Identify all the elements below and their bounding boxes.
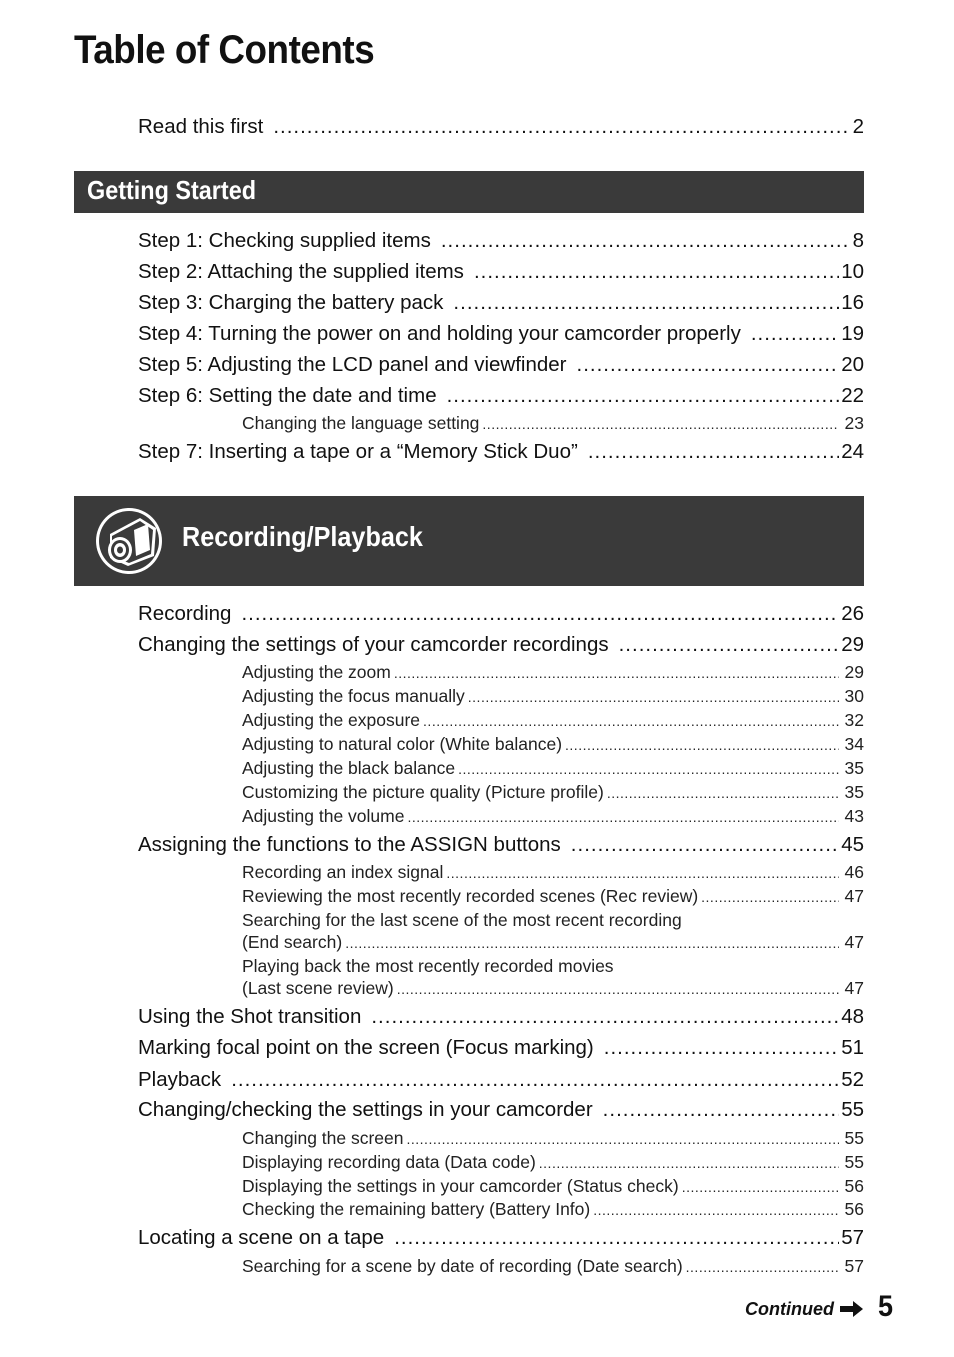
leader-dots <box>468 686 839 708</box>
toc-entry-label: (Last scene review) <box>242 978 394 998</box>
toc-page-number: 16 <box>841 291 864 314</box>
toc-page-number: 24 <box>841 440 864 463</box>
toc-entry-label: Reviewing the most recently recorded scenes (Rec review) <box>242 886 699 906</box>
toc-page-number: 52 <box>841 1068 864 1091</box>
toc-page-number: 57 <box>844 1256 864 1276</box>
toc-page-number: 55 <box>844 1128 864 1148</box>
toc-entry-label: Adjusting the volume <box>242 806 405 826</box>
toc-entry[interactable] <box>138 384 864 408</box>
leader-dots <box>371 1005 839 1029</box>
leader-dots <box>588 440 839 464</box>
toc-page-number: 8 <box>852 229 864 252</box>
toc-entry-label: Changing the language setting <box>242 413 480 433</box>
toc-page-number: 23 <box>844 413 864 433</box>
toc-page-number: 35 <box>844 758 864 778</box>
toc-entry-label: Assigning the functions to the ASSIGN buttons <box>138 833 561 856</box>
toc-entry-label: Displaying the settings in your camcorder (Status check) <box>242 1176 679 1196</box>
toc-page-number: 26 <box>841 602 864 625</box>
toc-subentry[interactable] <box>242 1127 864 1150</box>
toc-entry-label: Adjusting the exposure <box>242 710 421 730</box>
toc-entry-label: (End search) <box>242 932 343 952</box>
section-title: Getting Started <box>87 175 257 205</box>
section-title: Recording/Playback <box>182 521 423 552</box>
toc-page-number: 22 <box>841 384 864 407</box>
leader-dots <box>474 260 839 284</box>
toc-page-number: 47 <box>844 978 864 998</box>
toc-entry-label: Adjusting the focus manually <box>242 686 465 706</box>
toc-subentry[interactable] <box>242 709 864 732</box>
toc-page-number: 35 <box>844 782 864 802</box>
toc-entry-label: Checking the remaining battery (Battery Info) <box>242 1199 591 1219</box>
toc-subentry[interactable] <box>242 412 864 435</box>
section-header-getting-started <box>74 171 864 213</box>
toc-page-number: 34 <box>844 734 864 754</box>
toc-page-number: 47 <box>844 886 864 906</box>
leader-dots <box>682 1176 839 1198</box>
toc-entry-read-first[interactable] <box>138 115 864 139</box>
leader-dots <box>539 1152 839 1174</box>
toc-subentry[interactable] <box>242 733 864 756</box>
leader-dots <box>345 932 838 954</box>
toc-entry-label: Step 7: Inserting a tape or a “Memory Stick Duo” <box>138 440 578 463</box>
toc-page-number: 32 <box>844 710 864 730</box>
toc-page-number: 19 <box>841 322 864 345</box>
toc-subentry[interactable] <box>242 685 864 708</box>
leader-dots <box>231 1068 839 1092</box>
toc-entry[interactable] <box>138 833 864 857</box>
toc-subentry-line1[interactable]: Playing back the most recently recorded movies <box>242 956 614 976</box>
toc-entry-label: Adjusting the black balance <box>242 758 456 778</box>
leader-dots <box>577 353 840 377</box>
toc-page-number: 55 <box>841 1098 864 1121</box>
toc-page-number: 20 <box>841 353 864 376</box>
page-title: Table of Contents <box>74 28 375 72</box>
leader-dots <box>397 978 839 1000</box>
toc-entry-label: Read this first <box>138 115 264 138</box>
toc-subentry[interactable] <box>242 1175 864 1198</box>
section-header-recording-playback <box>74 496 864 586</box>
toc-page-number: 29 <box>844 662 864 682</box>
leader-dots <box>603 1098 840 1122</box>
leader-dots <box>447 384 840 408</box>
toc-page-number: 56 <box>844 1176 864 1196</box>
page-number: 5 <box>878 1290 894 1323</box>
toc-page-number: 29 <box>841 633 864 656</box>
toc-entry[interactable] <box>138 633 864 657</box>
toc-entry[interactable] <box>138 1226 864 1250</box>
toc-entry[interactable] <box>138 440 864 464</box>
toc-entry[interactable] <box>138 1036 864 1060</box>
leader-dots <box>482 413 838 435</box>
toc-entry-label: Recording <box>138 602 232 625</box>
toc-entry-label: Adjusting the zoom <box>242 662 391 682</box>
toc-page-number: 46 <box>844 862 864 882</box>
toc-subentry[interactable] <box>242 885 864 908</box>
toc-subentry[interactable] <box>242 1198 864 1221</box>
toc-entry-label: Step 1: Checking supplied items <box>138 229 431 252</box>
toc-entry[interactable] <box>138 353 864 377</box>
toc-page-number: 56 <box>844 1199 864 1219</box>
toc-entry-label: Step 2: Attaching the supplied items <box>138 260 464 283</box>
leader-dots <box>394 662 839 684</box>
toc-entry-label: Displaying recording data (Data code) <box>242 1152 536 1172</box>
toc-subentry[interactable] <box>242 661 864 684</box>
leader-dots <box>607 782 839 804</box>
leader-dots <box>407 806 838 828</box>
toc-entry[interactable] <box>138 602 864 626</box>
toc-page-number: 30 <box>844 686 864 706</box>
toc-entry-label: Changing/checking the settings in your camcorder <box>138 1098 593 1121</box>
leader-dots <box>394 1226 839 1250</box>
toc-entry-label: Step 5: Adjusting the LCD panel and viewfinder <box>138 353 567 376</box>
leader-dots <box>686 1256 839 1278</box>
leader-dots <box>453 291 839 315</box>
toc-page-number: 45 <box>841 833 864 856</box>
toc-entry[interactable] <box>138 322 864 346</box>
toc-entry[interactable] <box>138 291 864 315</box>
leader-dots <box>407 1128 839 1150</box>
leader-dots <box>593 1199 838 1221</box>
leader-dots <box>619 633 840 657</box>
toc-subentry-line1[interactable]: Searching for the last scene of the most recent recording <box>242 910 682 930</box>
toc-subentry[interactable] <box>242 861 864 884</box>
continued-label: Continued <box>745 1299 834 1319</box>
leader-dots <box>701 886 838 908</box>
camcorder-icon <box>94 506 164 576</box>
leader-dots <box>458 758 838 780</box>
toc-entry[interactable] <box>138 1098 864 1122</box>
right-arrow-icon <box>840 1300 864 1318</box>
toc-page-number: 43 <box>844 806 864 826</box>
toc-entry[interactable] <box>138 229 864 253</box>
toc-entry[interactable] <box>138 1068 864 1092</box>
toc-page-number: 48 <box>841 1005 864 1028</box>
toc-page-number: 10 <box>841 260 864 283</box>
toc-entry-label: Customizing the picture quality (Picture profile) <box>242 782 604 802</box>
toc-subentry[interactable] <box>242 931 864 954</box>
leader-dots <box>441 229 851 253</box>
toc-subentry[interactable] <box>242 977 864 1000</box>
toc-entry-label: Searching for a scene by date of recording (Date search) <box>242 1256 683 1276</box>
leader-dots <box>423 710 838 732</box>
leader-dots <box>446 862 838 884</box>
toc-entry-label: Locating a scene on a tape <box>138 1226 385 1249</box>
toc-page-number: 2 <box>852 115 864 138</box>
toc-subentry[interactable] <box>242 1151 864 1174</box>
toc-page-number: 55 <box>844 1152 864 1172</box>
leader-dots <box>604 1036 839 1060</box>
toc-subentry[interactable] <box>242 781 864 804</box>
toc-entry-label: Adjusting to natural color (White balance) <box>242 734 563 754</box>
toc-entry-label: Step 6: Setting the date and time <box>138 384 437 407</box>
toc-entry-label: Changing the settings of your camcorder recordings <box>138 633 609 656</box>
toc-entry-label: Using the Shot transition <box>138 1005 362 1028</box>
leader-dots <box>751 322 839 346</box>
toc-entry-label: Recording an index signal <box>242 862 444 882</box>
toc-entry-label: Changing the screen <box>242 1128 404 1148</box>
toc-entry-label: Marking focal point on the screen (Focus marking) <box>138 1036 594 1059</box>
toc-entry[interactable] <box>138 260 864 284</box>
toc-page-number: 57 <box>841 1226 864 1249</box>
toc-page-number: 51 <box>841 1036 864 1059</box>
toc-entry-label: Step 4: Turning the power on and holding your camcorder properly <box>138 322 741 345</box>
toc-entry[interactable] <box>138 1005 864 1029</box>
leader-dots <box>571 833 839 857</box>
toc-subentry[interactable] <box>242 1255 864 1278</box>
toc-entry-label: Playback <box>138 1068 222 1091</box>
toc-subentry[interactable] <box>242 805 864 828</box>
toc-entry-label: Step 3: Charging the battery pack <box>138 291 444 314</box>
toc-subentry[interactable] <box>242 757 864 780</box>
leader-dots <box>565 734 839 756</box>
leader-dots <box>241 602 839 626</box>
leader-dots <box>273 115 850 139</box>
toc-page-number: 47 <box>844 932 864 952</box>
